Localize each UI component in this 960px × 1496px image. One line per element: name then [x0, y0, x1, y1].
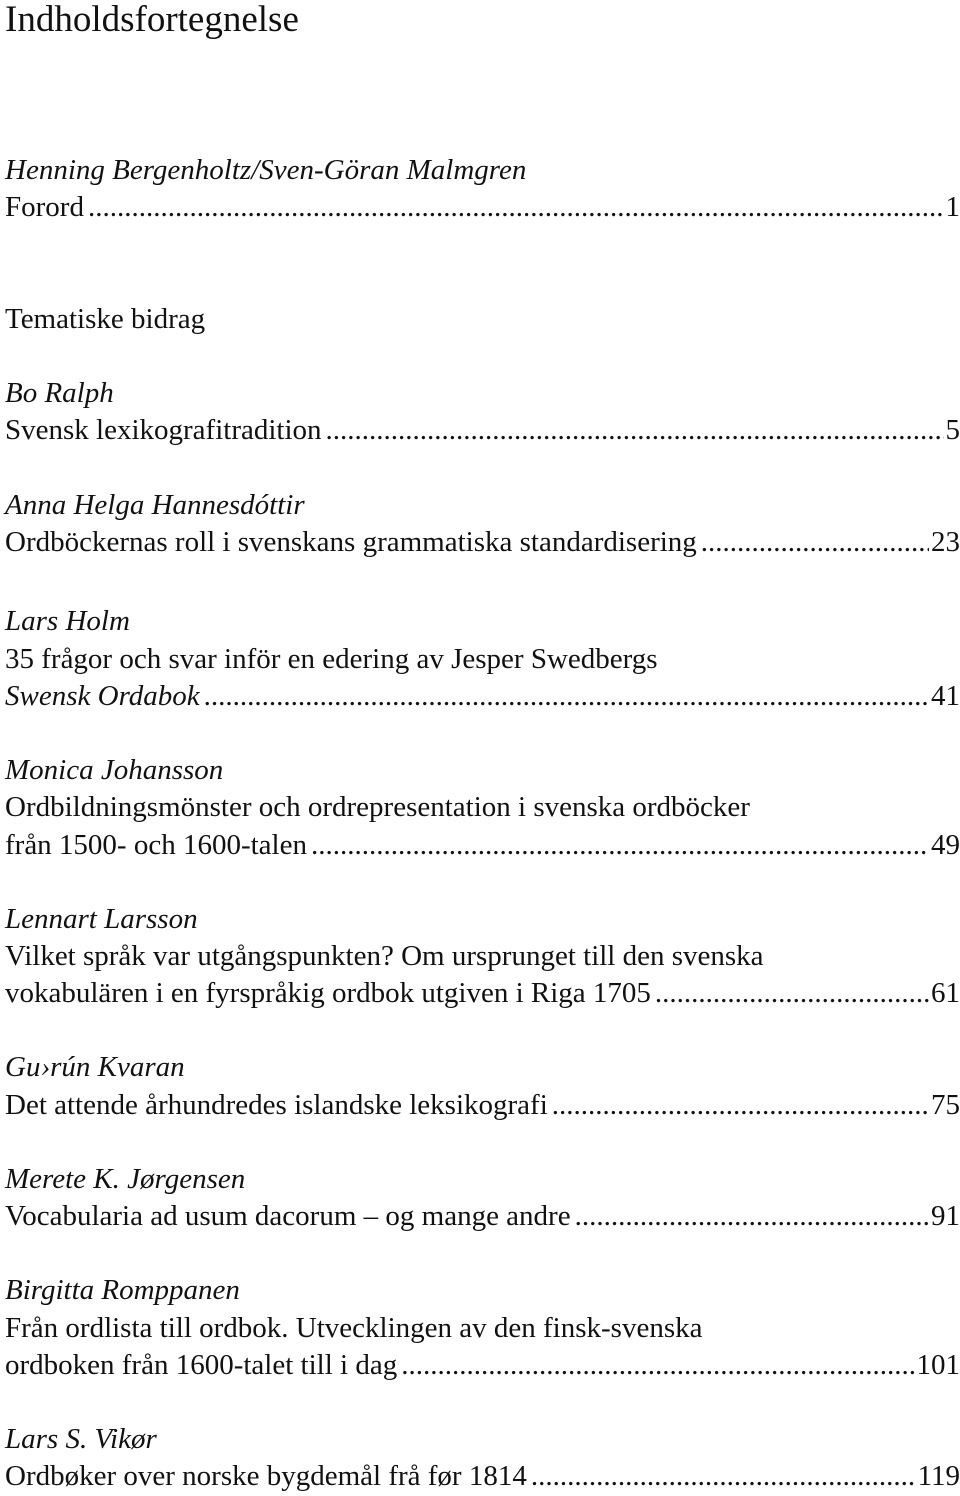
entry-row[interactable]	[5, 679, 960, 713]
section-heading: Tematiske bidrag	[5, 303, 206, 335]
leader-dots	[552, 1088, 929, 1122]
entry-title: Det attende århundredes islandske leksikografi	[5, 1089, 548, 1121]
leader-dots	[655, 976, 929, 1010]
entry-title-line: Ordbildningsmönster och ordrepresentation i svenska ordböcker	[5, 791, 750, 823]
entry-page-number: 5	[945, 414, 960, 446]
entry-title: Svensk lexikografitradition	[5, 414, 322, 446]
entry-row[interactable]	[5, 1199, 960, 1233]
leader-dots	[311, 828, 929, 862]
entry-title: Ordbøker over norske bygdemål frå før 1814	[5, 1460, 527, 1492]
entry-row[interactable]	[5, 1088, 960, 1122]
entry-title-line: Vilket språk var utgångspunkten? Om ursprunget till den svenska	[5, 940, 764, 972]
entry-author: Lennart Larsson	[5, 903, 198, 935]
entry-row[interactable]	[5, 413, 960, 447]
entry-title-line: Från ordlista till ordbok. Utvecklingen av den finsk-svenska	[5, 1312, 703, 1344]
entry-author: Birgitta Romppanen	[5, 1274, 240, 1306]
entry-title: ordboken från 1600-talet till i dag	[5, 1349, 398, 1381]
entry-page-number: 41	[931, 680, 960, 712]
entry-author: Anna Helga Hannesdóttir	[5, 489, 305, 521]
entry-title: vokabulären i en fyrspråkig ordbok utgiven i Riga 1705	[5, 977, 651, 1009]
leader-dots	[326, 413, 944, 447]
foreword-page-number: 1	[945, 191, 960, 223]
entry-page-number: 119	[917, 1460, 960, 1492]
toc-heading: Indholdsfortegnelse	[5, 0, 299, 40]
entry-page-number: 91	[931, 1200, 960, 1232]
entry-title: Ordböckernas roll i svenskans grammatiska standardisering	[5, 526, 697, 558]
entry-author: Lars Holm	[5, 605, 130, 637]
entry-page-number: 23	[931, 526, 960, 558]
leader-dots	[401, 1348, 914, 1382]
leader-dots	[204, 679, 929, 713]
entry-author: Merete K. Jørgensen	[5, 1163, 246, 1195]
entry-page-number: 49	[931, 829, 960, 861]
entry-row[interactable]	[5, 828, 960, 862]
entry-row[interactable]	[5, 976, 960, 1010]
leader-dots	[575, 1199, 929, 1233]
foreword-author: Henning Bergenholtz/Sven-Göran Malmgren	[5, 154, 527, 186]
leader-dots	[701, 525, 929, 559]
entry-page-number: 61	[931, 977, 960, 1009]
foreword-title: Forord	[5, 191, 84, 223]
entry-author: Monica Johansson	[5, 754, 224, 786]
entry-title: Vocabularia ad usum dacorum – og mange andre	[5, 1200, 571, 1232]
entry-page-number: 101	[916, 1349, 960, 1381]
entry-row[interactable]	[5, 1459, 960, 1493]
leader-dots	[88, 190, 944, 224]
entry-title: från 1500- och 1600-talen	[5, 829, 307, 861]
foreword-entry[interactable]	[5, 190, 960, 224]
entry-author: Lars S. Vikør	[5, 1423, 157, 1455]
entry-title-line: 35 frågor och svar inför en edering av Jesper Swedbergs	[5, 643, 658, 675]
entry-page-number: 75	[931, 1089, 960, 1121]
entry-row[interactable]	[5, 1348, 960, 1382]
entry-author: Bo Ralph	[5, 377, 114, 409]
entry-title-italic: Swensk Ordabok	[5, 680, 200, 712]
entry-author: Gu›rún Kvaran	[5, 1051, 185, 1083]
leader-dots	[531, 1459, 916, 1493]
entry-row[interactable]	[5, 525, 960, 559]
